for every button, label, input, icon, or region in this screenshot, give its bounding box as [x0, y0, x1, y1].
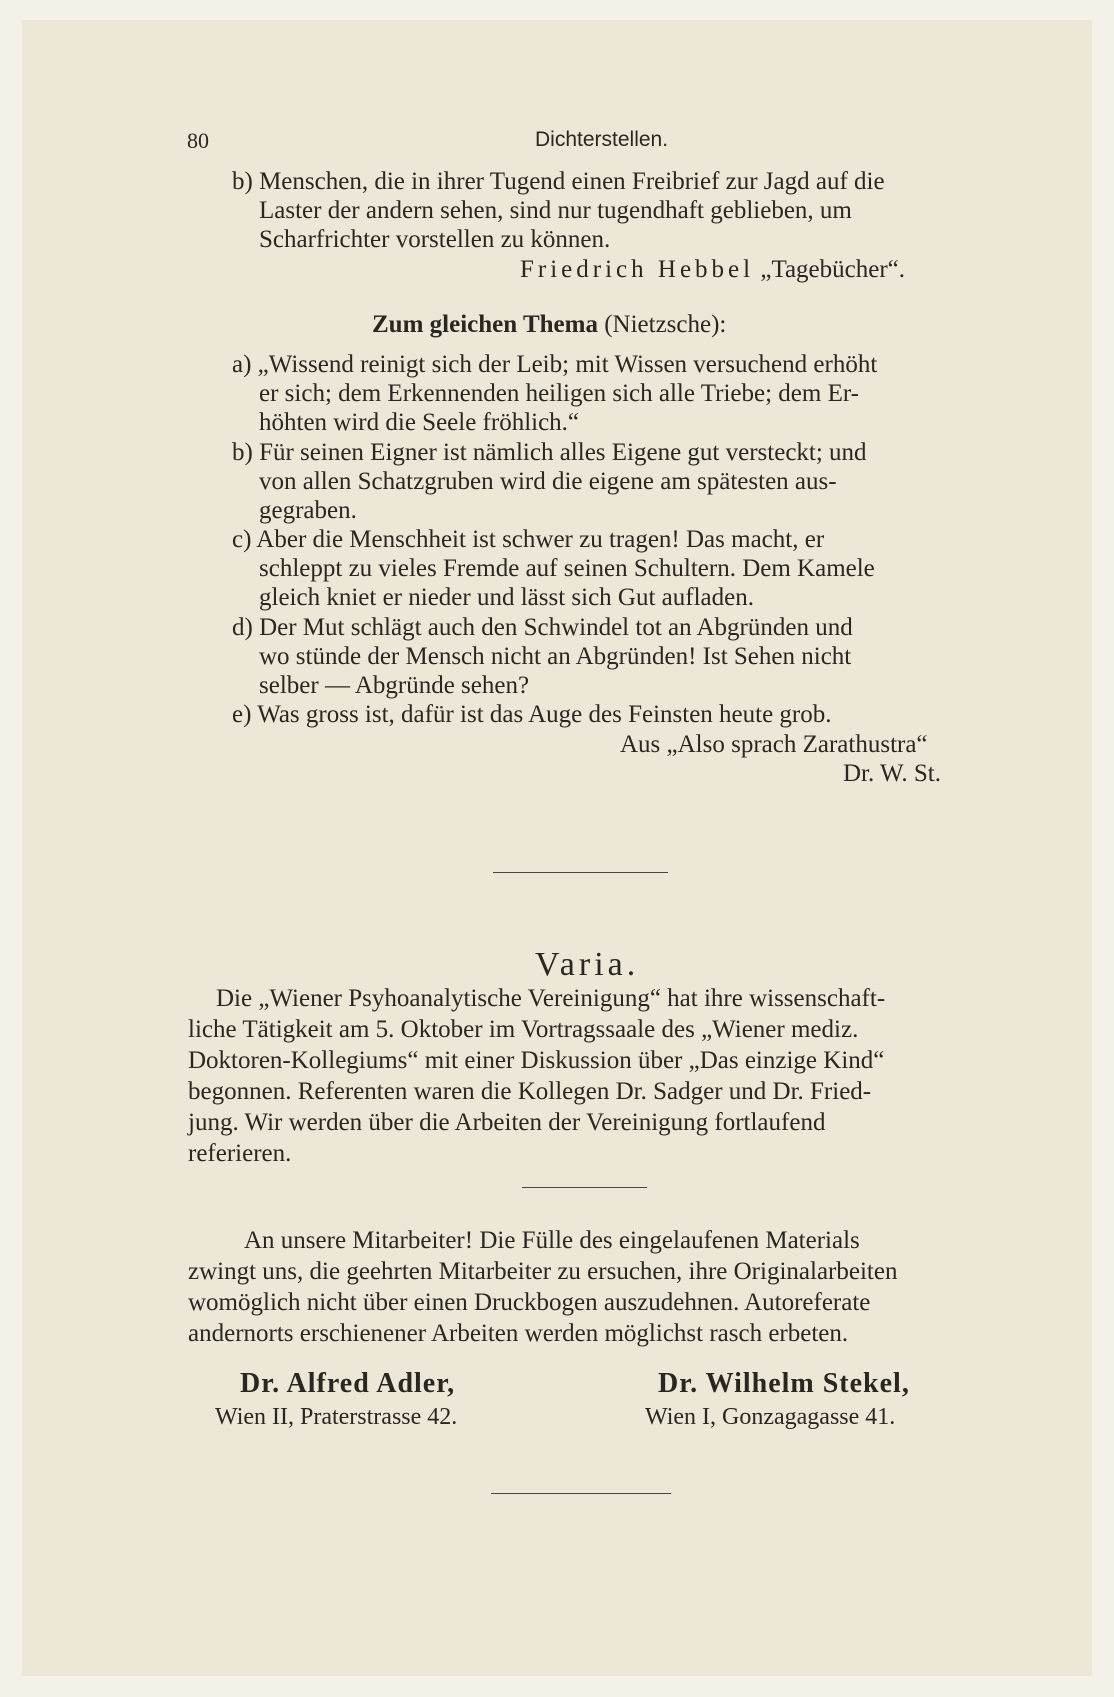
hebbel-attribution: [520, 254, 905, 286]
aphorism-b-line-2: von allen Schatzgruben wird die eigene am spätesten aus-: [259, 468, 837, 495]
attribution-work: „Tagebücher“.: [754, 256, 906, 283]
divider-3: [491, 1493, 671, 1494]
thema-heading: [372, 309, 726, 341]
thema-rest: (Nietzsche):: [597, 311, 727, 338]
notice-line-3: womöglich nicht über einen Druckbogen auszudehnen. Autoreferate: [188, 1289, 871, 1316]
aphorism-d-line-3: selber — Abgründe sehen?: [259, 672, 530, 699]
aphorism-c-line-3: gleich kniet er nieder und lässt sich Gut aufladen.: [259, 584, 754, 611]
source-line: Aus „Also sprach Zarathustra“: [620, 731, 928, 758]
running-title: Dichterstellen.: [535, 128, 669, 151]
address-adler: Wien II, Praterstrasse 42.: [215, 1404, 458, 1430]
varia-line-6: referieren.: [188, 1140, 292, 1167]
divider-2: [522, 1187, 647, 1188]
page-number: 80: [187, 128, 209, 153]
aphorism-d-line-1: d) Der Mut schlägt auch den Schwindel tot an Abgründen und: [232, 614, 853, 641]
varia-line-4: begonnen. Referenten waren die Kollegen Dr. Sadger und Dr. Fried-: [188, 1078, 872, 1105]
varia-line-3: Doktoren-Kollegiums“ mit einer Diskussion über „Das einzige Kind“: [188, 1047, 885, 1074]
aphorism-d-line-2: wo stünde der Mensch nicht an Abgründen! Ist Sehen nicht: [259, 643, 852, 670]
varia-line-1: Die „Wiener Psyhoanalytische Vereinigung“ hat ihre wissenschaft-: [216, 985, 886, 1012]
initials: Dr. W. St.: [843, 760, 941, 787]
notice-line-2: zwingt uns, die geehrten Mitarbeiter zu ersuchen, ihre Originalarbeiten: [188, 1258, 898, 1285]
signature-stekel: Dr. Wilhelm Stekel,: [658, 1368, 910, 1399]
attribution-name: Friedrich Hebbel: [520, 256, 755, 283]
aphorism-a-line-1: a) „Wissend reinigt sich der Leib; mit Wissen versuchend erhöht: [232, 351, 878, 378]
aphorism-c-line-1: c) Aber die Menschheit ist schwer zu tragen! Das macht, er: [232, 526, 825, 553]
varia-line-2: liche Tätigkeit am 5. Oktober im Vortragssaale des „Wiener mediz.: [188, 1016, 859, 1043]
section-b-line-3: Scharfrichter vorstellen zu können.: [259, 226, 611, 253]
divider-1: [493, 872, 668, 873]
address-stekel: Wien I, Gonzagagasse 41.: [645, 1404, 896, 1430]
aphorism-a-line-3: höhten wird die Seele fröhlich.“: [259, 409, 580, 436]
notice-line-4: andernorts erschienener Arbeiten werden möglichst rasch erbeten.: [188, 1320, 849, 1347]
section-b-line-1: b) Menschen, die in ihrer Tugend einen Freibrief zur Jagd auf die: [232, 168, 885, 195]
aphorism-c-line-2: schleppt zu vieles Fremde auf seinen Schultern. Dem Kamele: [259, 555, 875, 582]
notice-line-1: An unsere Mitarbeiter! Die Fülle des eingelaufenen Materials: [244, 1227, 860, 1254]
aphorism-b-line-1: b) Für seinen Eigner ist nämlich alles Eigene gut versteckt; und: [232, 439, 867, 466]
varia-title: Varia.: [535, 946, 640, 983]
varia-line-5: jung. Wir werden über die Arbeiten der Vereinigung fortlaufend: [188, 1109, 826, 1136]
section-b-line-2: Laster der andern sehen, sind nur tugendhaft geblieben, um: [259, 197, 852, 224]
signature-adler: Dr. Alfred Adler,: [240, 1368, 456, 1399]
aphorism-b-line-3: gegraben.: [259, 497, 357, 524]
aphorism-a-line-2: er sich; dem Erkennenden heiligen sich alle Triebe; dem Er-: [259, 380, 860, 407]
aphorism-e-line-1: e) Was gross ist, dafür ist das Auge des Feinsten heute grob.: [232, 701, 832, 728]
thema-bold: Zum gleichen Thema: [372, 311, 598, 338]
